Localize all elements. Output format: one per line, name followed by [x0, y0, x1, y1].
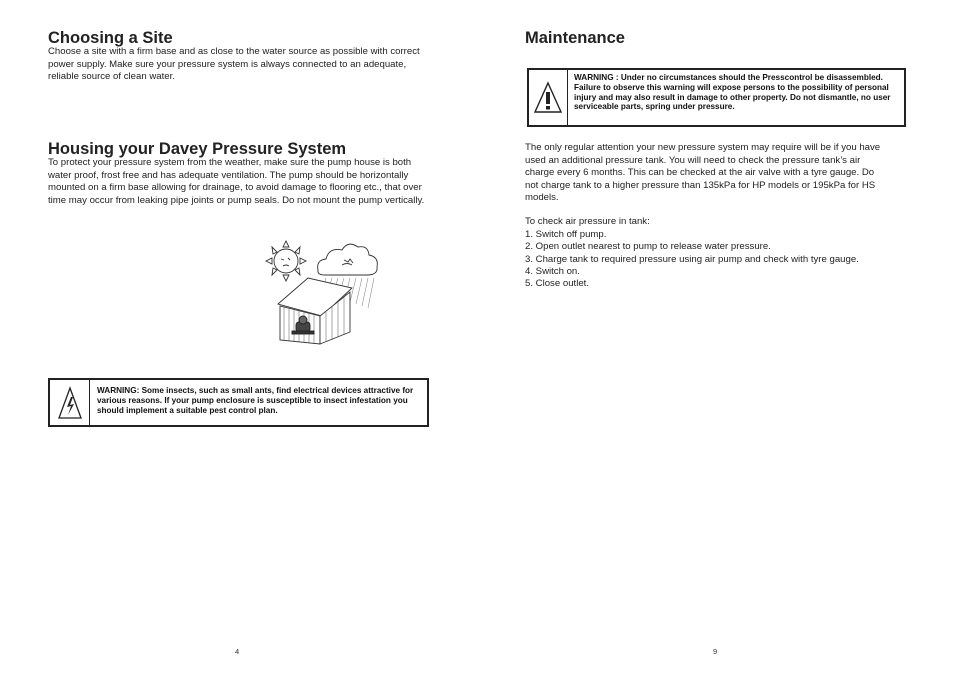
- list-item: 3. Charge tank to required pressure using air pump and check with tyre gauge.: [525, 253, 859, 265]
- presscontrol-warning-text: WARNING : Under no circumstances should the Presscontrol be disassembled. Failure to observe this warning will expose persons to the possibility of personal injury and may also result in damage to other property. Do not dismantle, no user serviceable parts, spring under pressure.: [574, 73, 891, 112]
- exclamation-warning-icon: [533, 81, 563, 115]
- steps-list: [525, 229, 905, 290]
- pump-house-weather-illustration: [256, 236, 382, 346]
- page-number-left: 4: [235, 647, 240, 656]
- housing-text: To protect your pressure system from the weather, make sure the pump house is both water proof, frost free and has adequate ventilation. The pump should be horizontally mounted on a firm base allowing for drainage, to avoid damage to flooring etc., that over time may occur from leaking pipe joints or pump seals. Do not mount the pump vertically.: [48, 157, 425, 206]
- steps-intro: To check air pressure in tank:: [525, 216, 650, 227]
- maintenance-heading: Maintenance: [525, 29, 625, 47]
- choosing-site-heading: Choosing a Site: [48, 29, 173, 47]
- insect-warning-text: WARNING: Some insects, such as small ants, find electrical devices attractive for various reasons. If your pump enclosure is susceptible to insect infestation you should implement a suitable pest control plan.: [97, 386, 414, 415]
- cloud-icon: [318, 244, 378, 275]
- list-item: 5. Close outlet.: [525, 278, 589, 290]
- sun-icon: [266, 241, 306, 281]
- right-page: [477, 0, 954, 675]
- page-number-right: 9: [713, 647, 718, 656]
- pump-house-icon: [278, 278, 352, 344]
- maintenance-paragraph: The only regular attention your new pressure system may require will be if you have used an additional pressure tank. You will need to check the pressure tank’s air charge every 6 months. This can be checked at the air valve with a tyre gauge. Do not charge tank to a higher pressure than 135kPa for HP models or 195kPa for HS models.: [525, 142, 881, 203]
- list-item: 1. Switch off pump.: [525, 229, 607, 240]
- presscontrol-warning-box: [527, 68, 906, 127]
- housing-heading: Housing your Davey Pressure System: [48, 140, 347, 158]
- electrical-hazard-icon: [57, 386, 83, 420]
- list-item: 2. Open outlet nearest to pump to release water pressure.: [525, 241, 771, 253]
- choosing-site-text: Choose a site with a firm base and as close to the water source as possible with correct power supply. Make sure your pressure system is always connected to an adequate, reliable source of clean water.: [48, 46, 420, 82]
- insect-warning-box: [48, 378, 429, 427]
- list-item: 4. Switch on.: [525, 265, 580, 277]
